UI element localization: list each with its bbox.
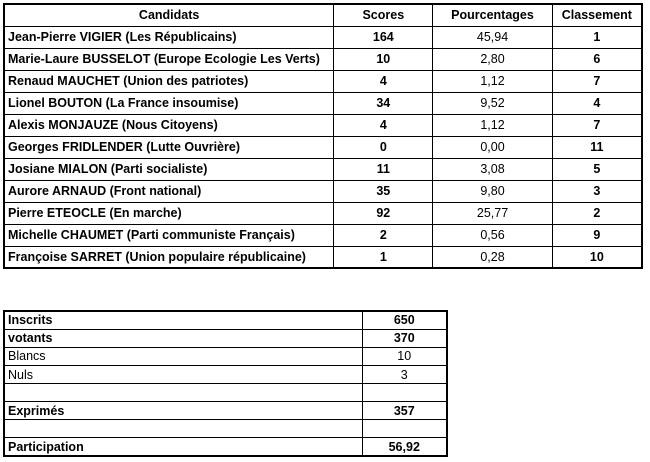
- table-row: [4, 114, 642, 136]
- candidate-rank: 3: [552, 180, 642, 202]
- candidate-name: Michelle CHAUMET (Parti communiste Français): [4, 224, 334, 246]
- table-row: [4, 70, 642, 92]
- candidate-score: 1: [334, 246, 433, 268]
- summary-row-inscrits: [4, 311, 447, 329]
- candidate-percentage: 0,56: [433, 224, 552, 246]
- header-scores: Scores: [334, 4, 433, 26]
- candidate-rank: 1: [552, 26, 642, 48]
- candidate-rank: 7: [552, 70, 642, 92]
- candidate-percentage: 9,52: [433, 92, 552, 114]
- candidate-percentage: 45,94: [433, 26, 552, 48]
- summary-row-blancs: [4, 347, 447, 365]
- candidate-rank: 11: [552, 136, 642, 158]
- summary-row-nuls: [4, 366, 447, 384]
- candidate-percentage: 1,12: [433, 70, 552, 92]
- summary-value: 10: [362, 347, 447, 365]
- summary-label: Exprimés: [4, 402, 362, 420]
- table-row: [4, 202, 642, 224]
- summary-table: [3, 310, 448, 457]
- table-row: [4, 224, 642, 246]
- summary-value: 3: [362, 366, 447, 384]
- header-classement: Classement: [552, 4, 642, 26]
- summary-empty-cell: [362, 420, 447, 438]
- summary-label: Nuls: [4, 366, 362, 384]
- results-header-row: [4, 4, 642, 26]
- candidate-rank: 4: [552, 92, 642, 114]
- table-row: [4, 246, 642, 268]
- candidate-score: 164: [334, 26, 433, 48]
- summary-empty-cell: [4, 420, 362, 438]
- table-row: [4, 136, 642, 158]
- summary-row-votants: [4, 329, 447, 347]
- candidate-name: Georges FRIDLENDER (Lutte Ouvrière): [4, 136, 334, 158]
- table-row: [4, 92, 642, 114]
- summary-label: votants: [4, 329, 362, 347]
- candidate-percentage: 3,08: [433, 158, 552, 180]
- results-table: [3, 3, 643, 269]
- candidate-rank: 2: [552, 202, 642, 224]
- candidate-percentage: 9,80: [433, 180, 552, 202]
- candidate-percentage: 2,80: [433, 48, 552, 70]
- summary-empty-cell: [4, 384, 362, 402]
- candidate-name: Aurore ARNAUD (Front national): [4, 180, 334, 202]
- summary-value: 56,92: [362, 438, 447, 456]
- summary-row-empty: [4, 420, 447, 438]
- candidate-score: 11: [334, 158, 433, 180]
- candidate-percentage: 0,00: [433, 136, 552, 158]
- candidate-name: Lionel BOUTON (La France insoumise): [4, 92, 334, 114]
- table-row: [4, 26, 642, 48]
- candidate-score: 34: [334, 92, 433, 114]
- table-row: [4, 158, 642, 180]
- table-row: [4, 180, 642, 202]
- candidate-name: Josiane MIALON (Parti socialiste): [4, 158, 334, 180]
- candidate-rank: 7: [552, 114, 642, 136]
- candidate-percentage: 0,28: [433, 246, 552, 268]
- candidate-name: Pierre ETEOCLE (En marche): [4, 202, 334, 224]
- header-pourcentages: Pourcentages: [433, 4, 552, 26]
- summary-value: 370: [362, 329, 447, 347]
- candidate-name: Marie-Laure BUSSELOT (Europe Ecologie Les Verts): [4, 48, 334, 70]
- candidate-name: Françoise SARRET (Union populaire républicaine): [4, 246, 334, 268]
- table-row: [4, 48, 642, 70]
- candidate-score: 0: [334, 136, 433, 158]
- summary-row-participation: [4, 438, 447, 456]
- candidate-name: Renaud MAUCHET (Union des patriotes): [4, 70, 334, 92]
- summary-value: 650: [362, 311, 447, 329]
- summary-empty-cell: [362, 384, 447, 402]
- candidate-name: Jean-Pierre VIGIER (Les Républicains): [4, 26, 334, 48]
- candidate-rank: 9: [552, 224, 642, 246]
- candidate-rank: 10: [552, 246, 642, 268]
- candidate-name: Alexis MONJAUZE (Nous Citoyens): [4, 114, 334, 136]
- candidate-score: 4: [334, 114, 433, 136]
- candidate-score: 4: [334, 70, 433, 92]
- candidate-rank: 6: [552, 48, 642, 70]
- candidate-rank: 5: [552, 158, 642, 180]
- summary-row-empty: [4, 384, 447, 402]
- summary-label: Inscrits: [4, 311, 362, 329]
- candidate-score: 2: [334, 224, 433, 246]
- summary-label: Participation: [4, 438, 362, 456]
- summary-row-exprimes: [4, 402, 447, 420]
- candidate-percentage: 1,12: [433, 114, 552, 136]
- summary-label: Blancs: [4, 347, 362, 365]
- candidate-score: 35: [334, 180, 433, 202]
- summary-value: 357: [362, 402, 447, 420]
- candidate-score: 10: [334, 48, 433, 70]
- candidate-score: 92: [334, 202, 433, 224]
- header-candidats: Candidats: [4, 4, 334, 26]
- candidate-percentage: 25,77: [433, 202, 552, 224]
